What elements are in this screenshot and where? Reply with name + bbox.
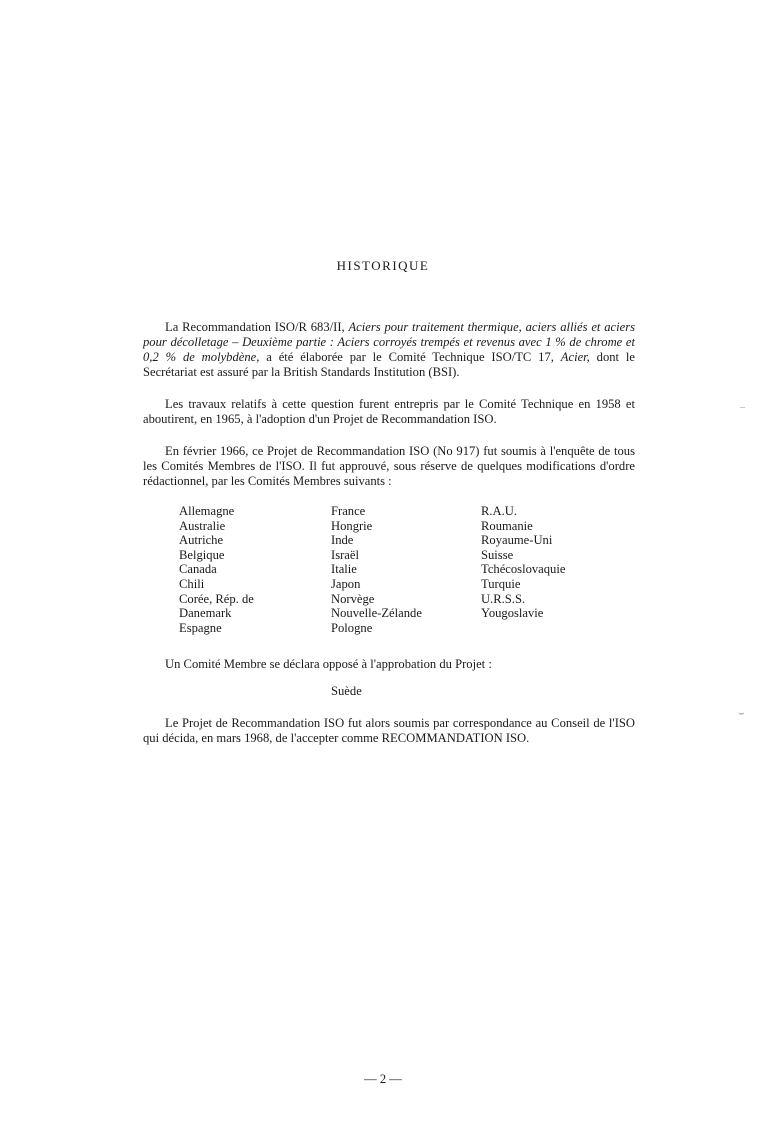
country-item: Tchécoslovaquie (481, 562, 566, 577)
country-item: Chili (179, 576, 205, 591)
para1-committee-name: Acier, (560, 350, 590, 364)
countries-column-2 (331, 504, 422, 635)
country-item: Yougoslavie (481, 606, 544, 621)
country-item: Japon (331, 576, 361, 591)
country-item: R.A.U. (481, 504, 518, 518)
paragraph-history: Les travaux relatifs à cette question furent entrepris par le Comité Technique en 1958 et aboutirent, en 1965, à l'adoption d'un Projet de Recommandation ISO. (143, 397, 635, 426)
para1-intro: La Recommandation ISO/R 683/II, (165, 320, 349, 334)
country-item: Nouvelle-Zélande (331, 606, 422, 621)
country-item: Suisse (481, 547, 514, 562)
paragraph-acceptance: Le Projet de Recommandation ISO fut alors soumis par correspondance au Conseil de l'ISO qui décida, en mars 1968, de l'accepter comme RECOMMANDATION ISO. (143, 716, 635, 745)
country-item: Australie (179, 518, 226, 533)
country-item: Roumanie (481, 518, 533, 533)
paragraph-opposition: Un Comité Membre se déclara opposé à l'approbation du Projet : (165, 657, 492, 671)
scan-artifact: ⌣ (738, 708, 745, 719)
opposing-country: Suède (331, 684, 362, 698)
para1-secretariat: dont le Secrétariat est assuré par la British Standards Institution (BSI). (143, 350, 636, 379)
country-item: Norvège (331, 591, 375, 606)
country-item: Inde (331, 533, 354, 548)
para1-committee: a été élaborée par le Comité Technique ISO/TC 17, (259, 350, 561, 364)
country-item: Israël (331, 547, 359, 562)
countries-column-3 (481, 504, 565, 621)
country-item: Hongrie (331, 518, 373, 533)
paragraph-enquiry: En février 1966, ce Projet de Recommandation ISO (No 917) fut soumis à l'enquête de tous les Comités Membres de l'ISO. Il fut approuvé, sous réserve de quelques modifications d'ordre rédactionnel, par les Comités Membres suivants : (143, 444, 635, 488)
country-item: U.R.S.S. (481, 591, 526, 606)
page-title: HISTORIQUE (336, 258, 430, 273)
country-item: Canada (179, 562, 217, 577)
country-item: Belgique (179, 547, 225, 562)
country-item: Italie (331, 562, 357, 577)
paragraph-origin (143, 320, 635, 380)
country-item: Royaume-Uni (481, 533, 553, 548)
country-item: Autriche (179, 533, 224, 548)
country-item: Allemagne (179, 504, 235, 518)
country-item: France (331, 504, 366, 518)
page-number: — 2 — (364, 1072, 402, 1086)
country-item: Corée, Rép. de (179, 591, 254, 606)
country-item: Turquie (481, 576, 521, 591)
country-item: Espagne (179, 620, 222, 635)
para1-standard-title: Aciers pour traitement thermique, aciers alliés et aciers pour décolletage – Deuxième partie : Aciers corroyés trempés et revenus avec 1 % de chrome et 0,2 % de molybdène, (143, 320, 635, 364)
country-item: Danemark (179, 606, 232, 621)
countries-column-1 (179, 504, 254, 635)
scan-artifact: – (740, 402, 745, 413)
country-item: Pologne (331, 620, 373, 635)
